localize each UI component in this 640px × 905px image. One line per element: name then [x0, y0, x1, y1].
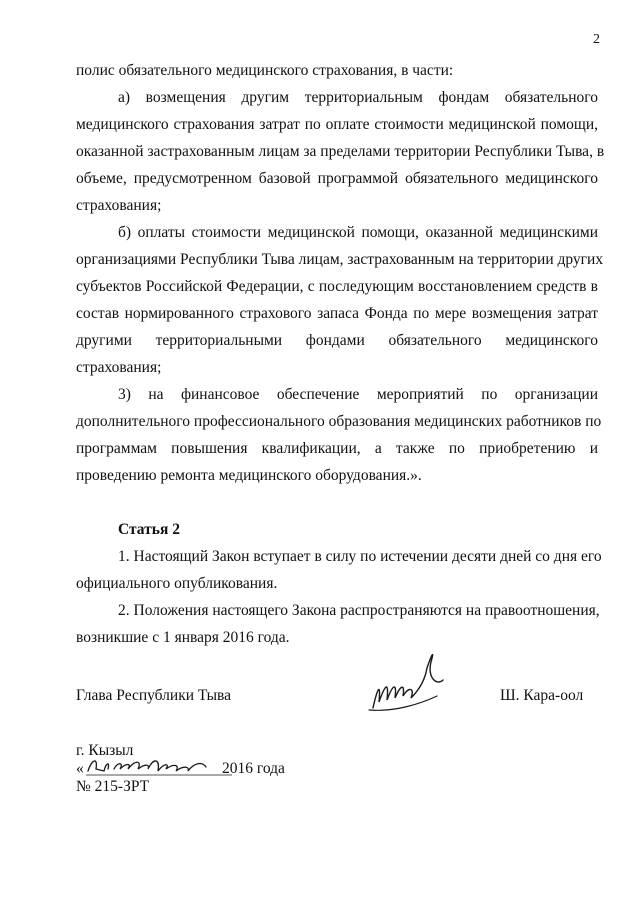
body-line: дополнительного профессионального образования медицинских работников по — [76, 413, 602, 430]
body-line: б) оплаты стоимости медицинской помощи, оказанной медицинскими — [118, 224, 598, 241]
body-line: полис обязательного медицинского страхования, в части: — [76, 62, 454, 79]
body-line: субъектов Российской Федерации, с последующим восстановлением средств в — [76, 278, 598, 295]
body-line: официального опубликования. — [76, 575, 278, 592]
body-line: проведению ремонта медицинского оборудования.». — [76, 467, 422, 484]
body-line: организациями Республики Тыва лицам, застрахованным на территории других — [76, 251, 604, 268]
body-line: состав нормированного страхового запаса Фонда по мере возмещения затрат — [76, 305, 598, 322]
body-line: а) возмещения другим территориальным фондам обязательного — [118, 89, 598, 106]
body-line: программам повышения квалификации, а также по приобретению и — [76, 440, 598, 457]
city: г. Кызыл — [76, 742, 134, 759]
body-line: страхования; — [76, 197, 162, 214]
handwritten-date — [84, 753, 234, 779]
handwritten-signature — [365, 640, 455, 720]
body-line: оказанной застрахованным лицам за пределами территории Республики Тыва, в — [76, 143, 605, 160]
body-line: 1. Настоящий Закон вступает в силу по истечении десяти дней со дня его — [118, 548, 602, 565]
body-line: 2. Положения настоящего Закона распространяются на правоотношения, — [118, 602, 600, 619]
body-line: возникшие с 1 января 2016 года. — [76, 629, 290, 646]
position-title: Глава Республики Тыва — [76, 687, 232, 704]
signer-name: Ш. Кара-оол — [500, 687, 584, 704]
article-heading: Статья 2 — [118, 521, 180, 538]
body-line: 3) на финансовое обеспечение мероприятий по организации — [118, 386, 598, 403]
body-line: другими территориальными фондами обязательного медицинского — [76, 332, 598, 349]
body-line: объеме, предусмотренном базовой программой обязательного медицинского — [76, 170, 598, 187]
date-open-quote: « — [76, 760, 84, 777]
date-year: 2016 года — [222, 760, 285, 777]
page-number: 2 — [593, 32, 600, 47]
body-line: страхования; — [76, 359, 162, 376]
law-number: № 215-ЗРТ — [76, 778, 150, 795]
body-line: медицинского страхования затрат по оплате стоимости медицинской помощи, — [76, 116, 598, 133]
